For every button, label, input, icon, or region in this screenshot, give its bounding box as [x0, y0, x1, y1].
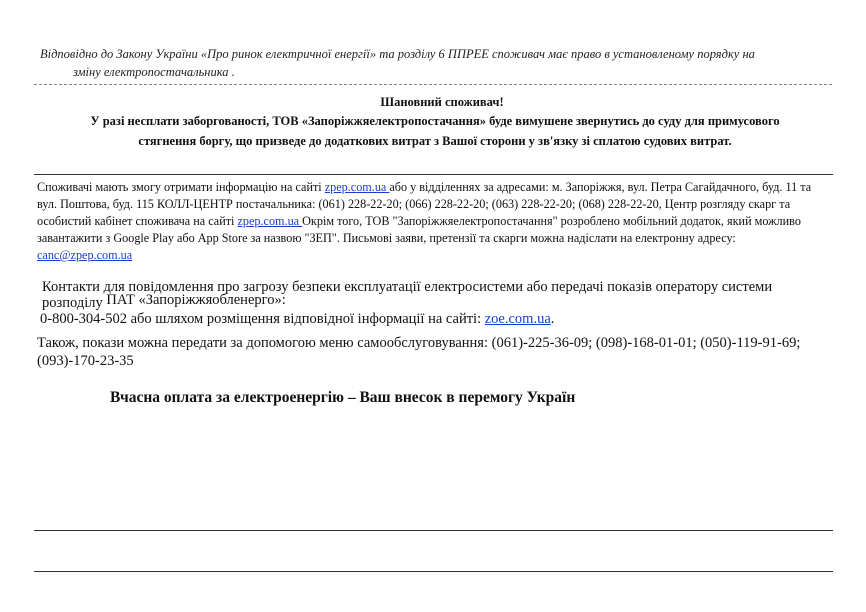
supplier-info-paragraph	[37, 179, 827, 264]
site-link-zoe[interactable]: zoe.com.ua	[484, 311, 551, 327]
slogan: Вчасна оплата за електроенергію – Ваш внесок в перемогу Україн	[110, 389, 576, 406]
self-service-info: Також, покази можна передати за допомогою меню самообслуговування: (061)-225-36-09; (098)-168-01-01; (050)-119-91-69; (093)-170-23-35	[37, 335, 801, 369]
site-link-zpep-1[interactable]: zpep.com.ua	[324, 180, 390, 194]
dashed-divider	[34, 84, 832, 85]
debt-warning	[40, 111, 830, 151]
divider-bottom-2	[34, 571, 833, 572]
contacts-line2a: розподілу	[42, 295, 107, 311]
divider-top	[34, 174, 833, 175]
contacts-line3-end: .	[550, 311, 555, 327]
info-text-3: Окрім того, ТОВ "Запоріжжяелектропостачання" розроблено мобільний додаток, який можливо завантажити з Google Play або App Store за назвою "ЗЕП". Письмові заяви, претензії та скарги можна надіслати на електронну адресу:	[37, 214, 801, 245]
info-text-2: або у відділеннях за адресами: м. Запоріжжя, вул. Петра Сагайдачного, буд. 11 та вул. Поштова, буд. 115 КОЛЛ-ЦЕНТР постачальника: (061) 228-22-20; (066) 228-22-20; (063) 228-22-20; (068) 228-22-20, Центр розгляду скарг та особистий кабінет споживача на сайті	[37, 180, 812, 228]
legal-notice-line2: зміну електропостачальника .	[73, 65, 235, 79]
dso-contacts	[40, 279, 830, 327]
site-link-zpep-2[interactable]: zpep.com.ua	[237, 214, 303, 228]
greeting-heading: Шановний споживач!	[380, 95, 504, 109]
email-link[interactable]: canc@zpep.com.ua	[37, 248, 133, 262]
contacts-company: ПАТ «Запоріжжяобленерго»:	[106, 292, 286, 308]
divider-bottom-1	[34, 530, 833, 531]
contacts-line1: Контакти для повідомлення про загрозу безпеки експлуатації електросистеми або передачі показів оператору системи	[42, 279, 773, 295]
debt-warning-line1: У разі несплати заборгованості, ТОВ «Запоріжжяелектропостачання» буде вимушене звернутись до суду для примусового	[90, 114, 780, 128]
contacts-line3: 0-800-304-502 або шляхом розміщення відповідної інформації на сайті:	[40, 311, 485, 327]
info-text-1: Споживачі мають змогу отримати інформацію на сайті	[37, 180, 325, 194]
legal-notice-line1: Відповідно до Закону України «Про ринок електричної енергії» та розділу 6 ППРЕЕ споживач має право в установленому порядку на	[40, 47, 755, 61]
debt-warning-line2: стягнення боргу, що призведе до додаткових витрат з Вашої сторони у зв'язку зі сплатою судових витрат.	[138, 134, 732, 148]
legal-notice	[40, 45, 830, 81]
